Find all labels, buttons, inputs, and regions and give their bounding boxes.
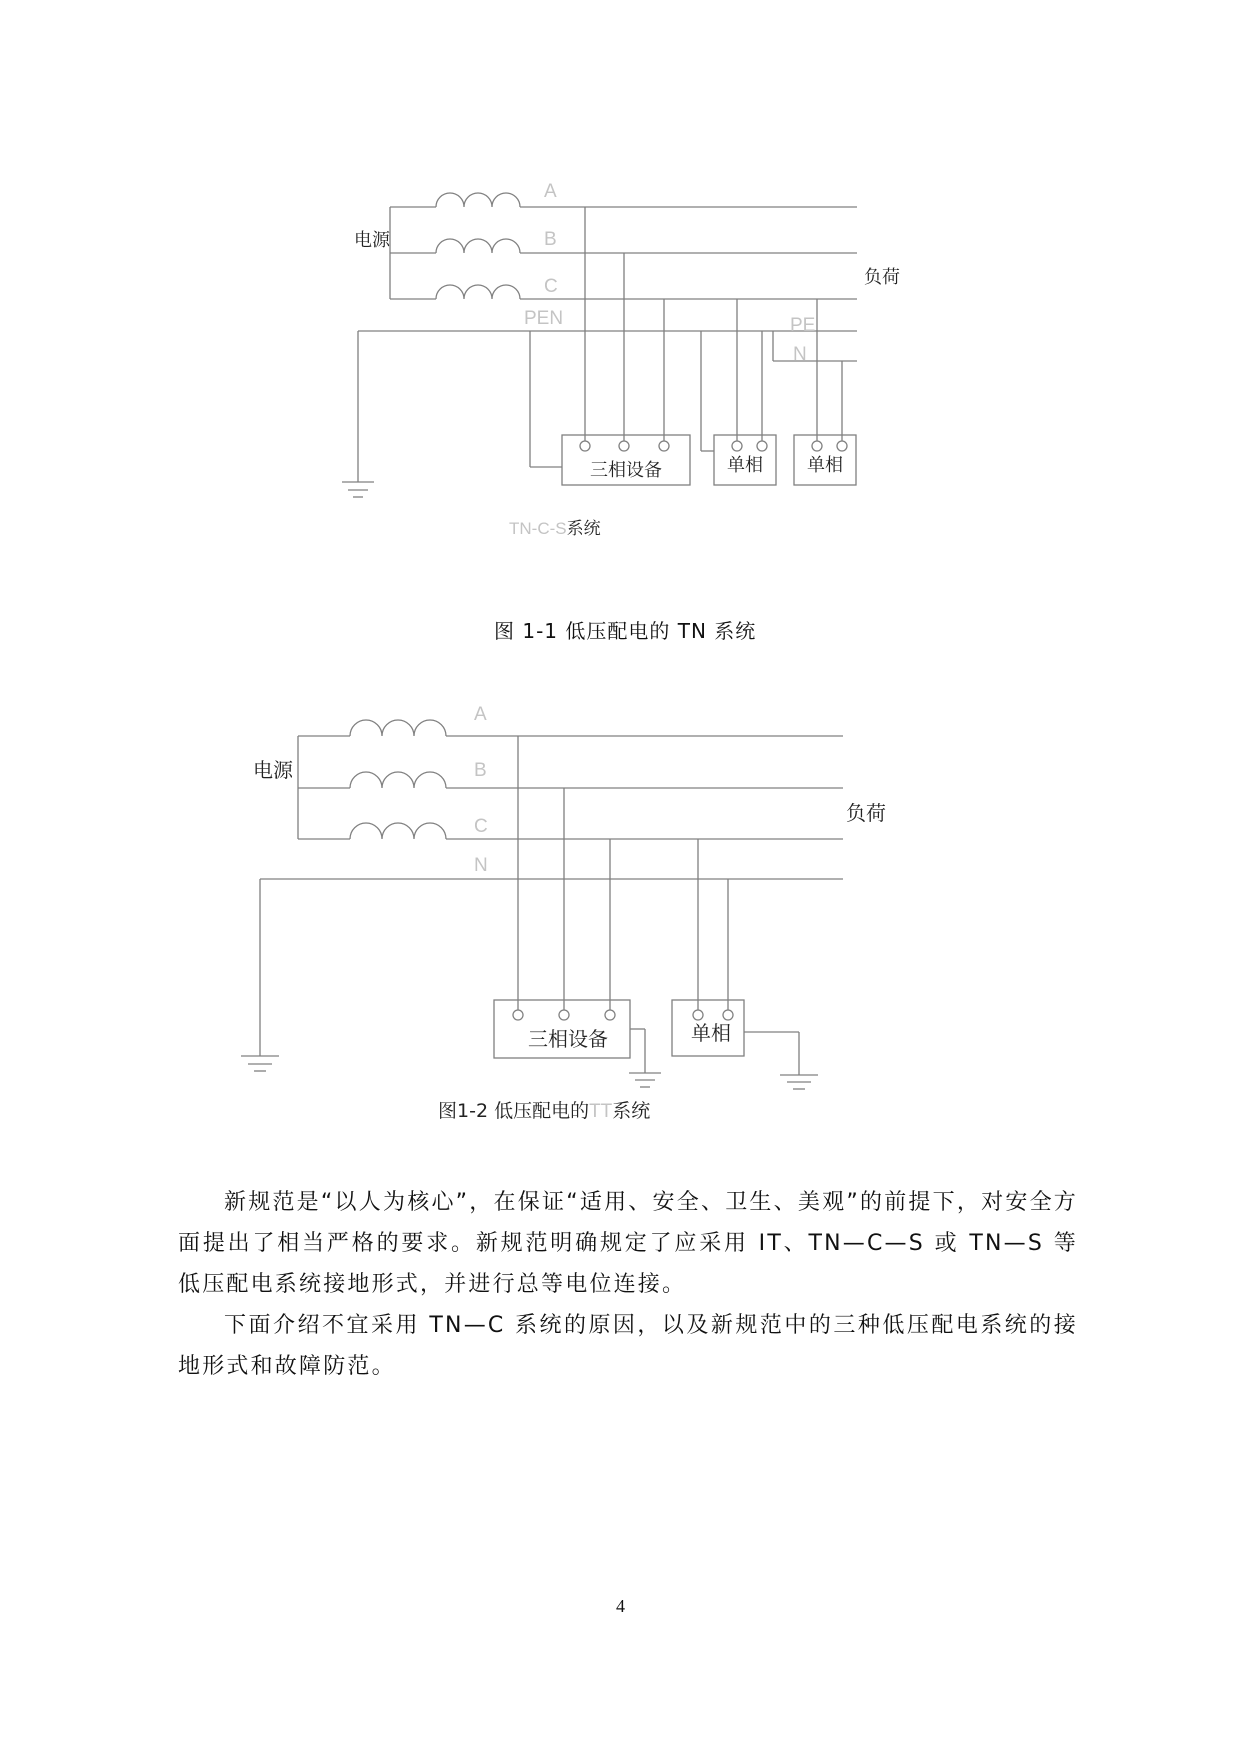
paragraph-2: 下面介绍不宜采用 TN—C 系统的原因，以及新规范中的三种低压配电系统的接地形式和故障防范。 [178,1313,1078,1379]
fig1-single-phase-label-1: 单相 [727,455,763,476]
fig2-phase-a-label: A [474,704,487,725]
fig2-single-phase-label: 单相 [691,1021,731,1045]
figure-1-caption: 图 1-1 低压配电的 TN 系统 [494,619,757,643]
fig1-system-suffix: 系统 [566,519,601,539]
fig2-load-label: 负荷 [846,801,886,825]
earth-symbol-2 [241,1056,279,1071]
fig2-phase-b-label: B [474,760,487,781]
fig1-single-phase-label-2: 单相 [807,455,843,476]
phase-b-coil [436,239,520,253]
fig1-phase-a-label: A [544,181,557,202]
fig1-system-label [509,519,601,539]
phase-a-coil-2 [350,720,446,736]
earth-symbol-1 [342,482,374,497]
phase-a-coil [436,193,520,207]
paragraph-1: 新规范是“以人为核心”，在保证“适用、安全、卫生、美观”的前提下，对安全方面提出了相当严格的要求。新规范明确规定了应采用 IT、TN—C—S 或 TN—S 等低压配电系统接地形式，并进行总等电位连接。 [178,1190,1078,1297]
fig1-load-label: 负荷 [864,267,900,288]
page-number: 4 [616,1596,625,1616]
fig2-three-phase-label: 三相设备 [528,1027,608,1051]
fig2-caption [438,1100,650,1122]
fig2-caption-faint: TT [589,1101,613,1122]
figure-1-tn-c-s-diagram [342,193,857,497]
earth-symbol-4 [780,1075,818,1089]
fig2-phase-c-label: C [474,816,488,837]
body-text [178,1182,1078,1387]
fig2-source-label: 电源 [253,758,293,782]
fig1-phase-c-label: C [544,276,558,297]
fig2-caption-prefix: 图1-2 低压配电的 [438,1100,590,1122]
fig1-n-label: N [793,344,807,365]
phase-b-coil-2 [350,772,446,788]
phase-c-coil-2 [350,823,446,839]
fig1-phase-b-label: B [544,229,557,250]
fig1-system-prefix: TN-C-S [509,519,567,538]
fig2-n-label: N [474,855,488,876]
fig1-pen-label: PEN [524,308,564,329]
earth-symbol-3 [629,1073,661,1087]
phase-c-coil [436,285,520,299]
fig1-three-phase-label: 三相设备 [590,460,662,481]
fig2-caption-suffix: 系统 [612,1100,651,1122]
fig1-source-label: 电源 [354,230,390,251]
fig1-pe-label: PE [790,315,816,336]
